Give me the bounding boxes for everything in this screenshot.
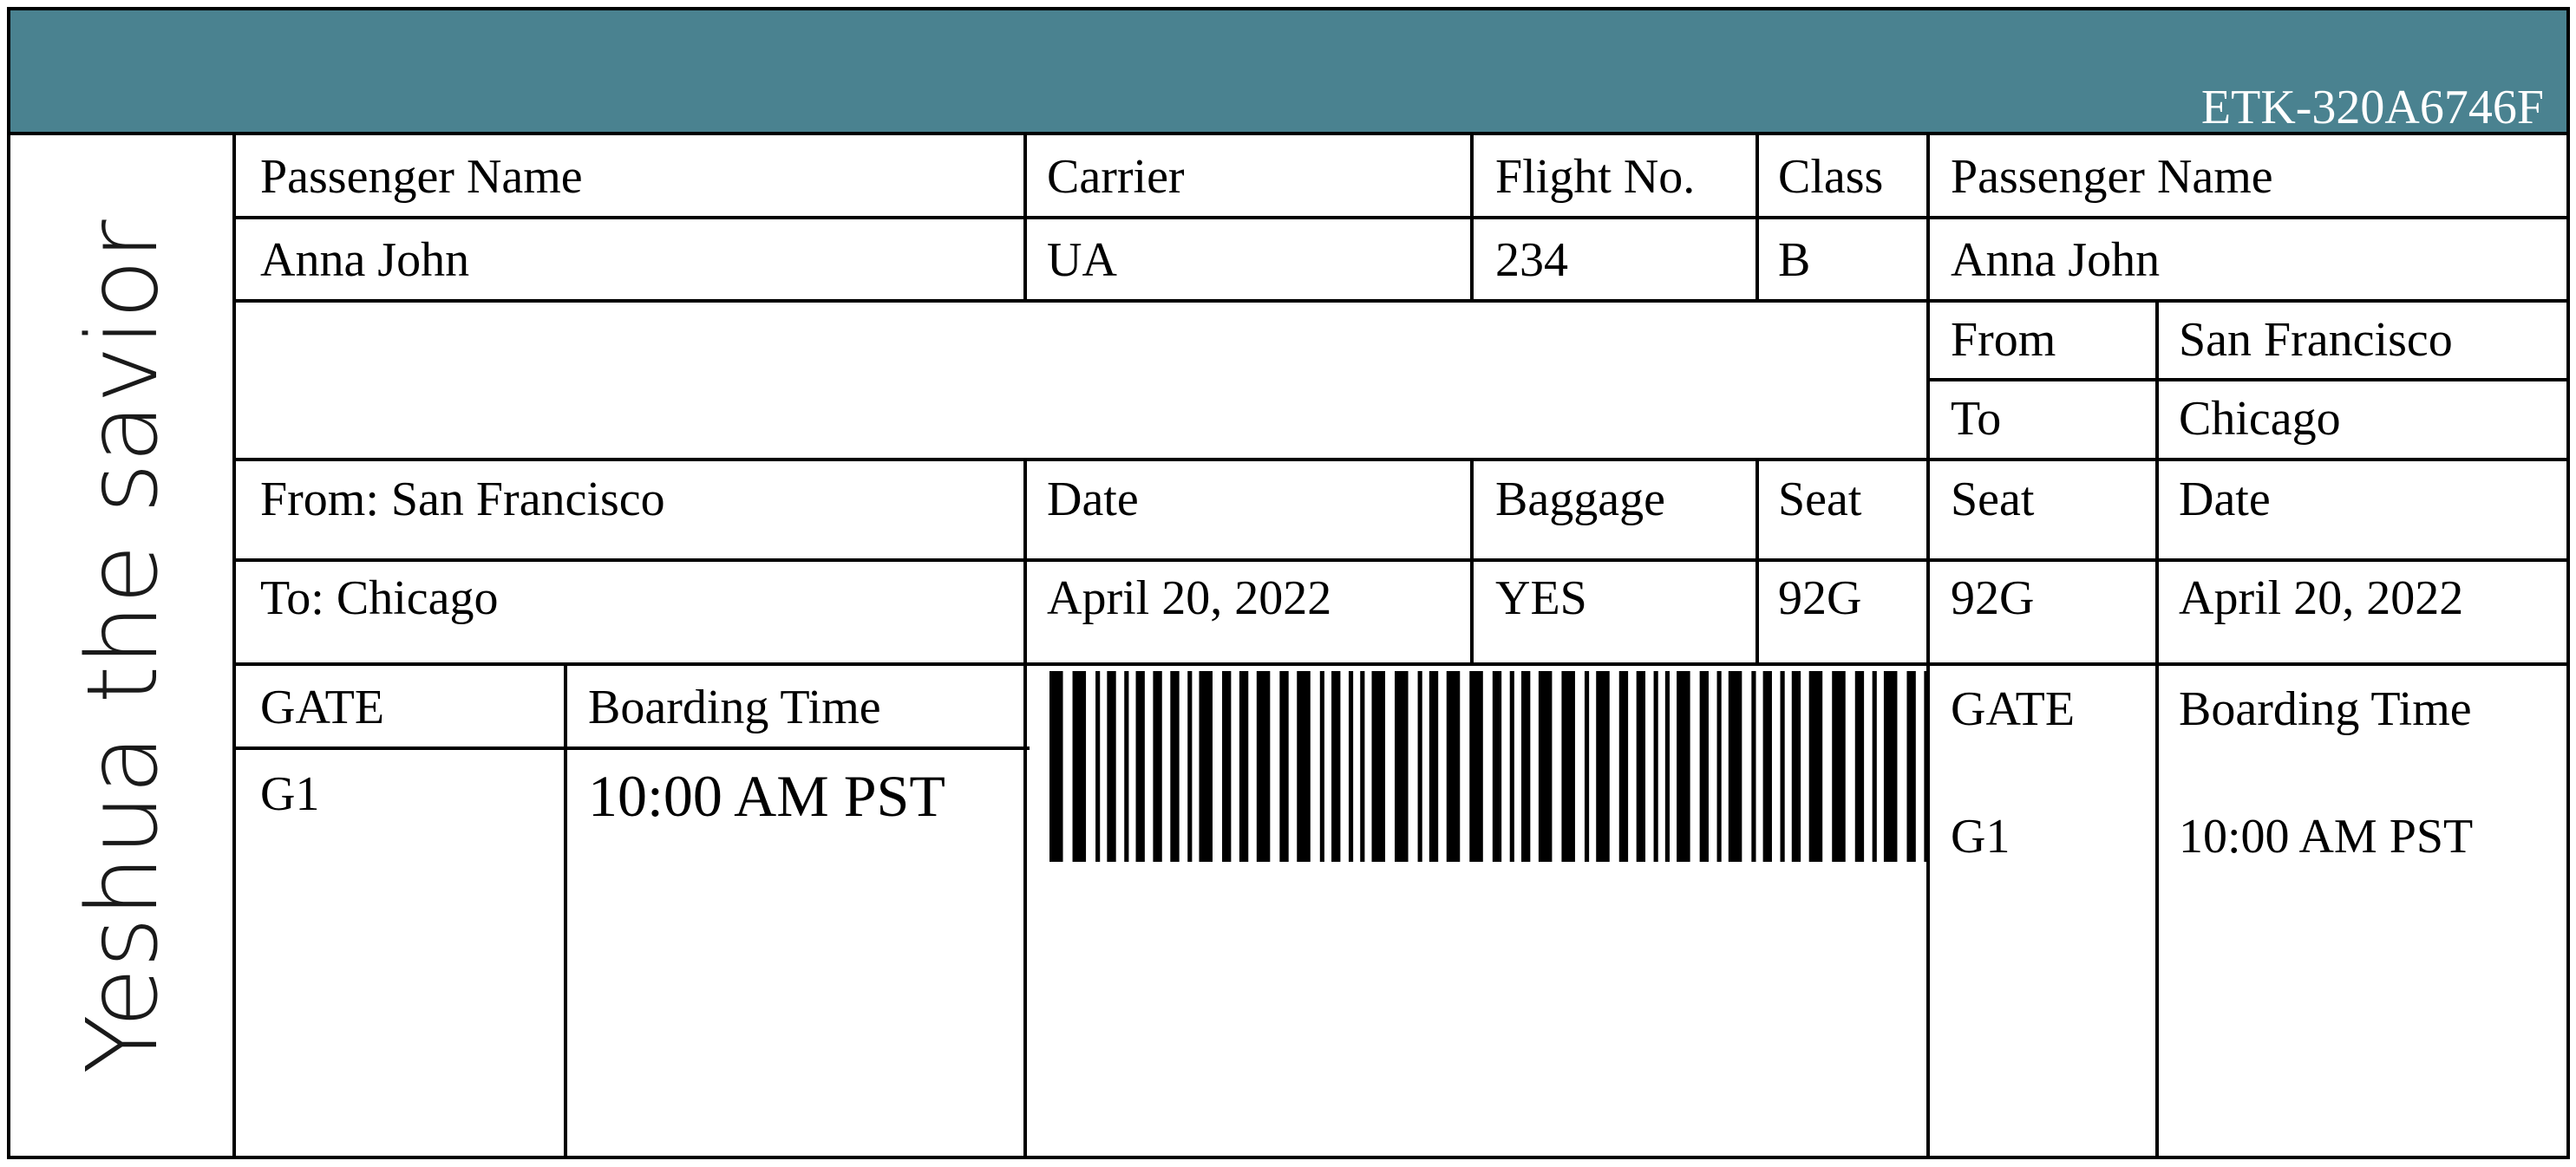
barcode-bar bbox=[1095, 671, 1100, 862]
barcode-bar bbox=[1170, 671, 1179, 862]
barcode-bar bbox=[1372, 671, 1386, 862]
grid-line bbox=[236, 746, 1030, 750]
barcode-bar bbox=[1469, 671, 1483, 862]
barcode-bar bbox=[1493, 671, 1501, 862]
barcode-bar bbox=[1717, 671, 1722, 862]
barcode-bar bbox=[1924, 671, 1928, 862]
barcode-bar bbox=[1637, 671, 1645, 862]
to-value: To: Chicago bbox=[260, 571, 499, 625]
grid-line bbox=[236, 458, 2570, 461]
carrier-value: UA bbox=[1047, 233, 1117, 287]
barcode-bar bbox=[1049, 671, 1063, 862]
barcode bbox=[1049, 671, 1930, 862]
barcode-bar bbox=[1136, 671, 1145, 862]
stub-from-value: San Francisco bbox=[2179, 313, 2453, 367]
barcode-bar bbox=[1239, 671, 1248, 862]
grid-line bbox=[1755, 135, 1759, 300]
barcode-bar bbox=[1700, 671, 1709, 862]
stub-boarding-time-value: 10:00 AM PST bbox=[2179, 810, 2474, 864]
barcode-bar bbox=[1539, 671, 1553, 862]
barcode-bar bbox=[1320, 671, 1324, 862]
barcode-bar bbox=[1429, 671, 1438, 862]
grid-line bbox=[1470, 458, 1474, 663]
stub-boarding-time-label: Boarding Time bbox=[2179, 682, 2472, 736]
barcode-bar bbox=[1418, 671, 1422, 862]
barcode-bar bbox=[1222, 671, 1231, 862]
barcode-bar bbox=[1510, 671, 1514, 862]
baggage-label: Baggage bbox=[1495, 473, 1665, 526]
barcode-bar bbox=[1654, 671, 1658, 862]
barcode-bar bbox=[1073, 671, 1087, 862]
barcode-bar bbox=[1751, 671, 1755, 862]
date-label: Date bbox=[1047, 473, 1139, 526]
stub-to-value: Chicago bbox=[2179, 392, 2341, 446]
ticket-sidebar bbox=[10, 135, 236, 1159]
barcode-bar bbox=[1395, 671, 1409, 862]
barcode-bar bbox=[1906, 671, 1915, 862]
barcode-bar bbox=[1855, 671, 1864, 862]
barcode-bar bbox=[1521, 671, 1530, 862]
barcode-bar bbox=[1257, 671, 1271, 862]
gate-label: GATE bbox=[260, 681, 385, 734]
stub-from-label: From bbox=[1951, 313, 2056, 367]
stub-to-label: To bbox=[1951, 392, 2002, 446]
barcode-bar bbox=[1677, 671, 1690, 862]
stub-seat-value: 92G bbox=[1951, 571, 2035, 625]
stub-date-value: April 20, 2022 bbox=[2179, 571, 2464, 625]
barcode-bar bbox=[1585, 671, 1589, 862]
barcode-bar bbox=[1596, 671, 1610, 862]
from-value: From: San Francisco bbox=[260, 473, 665, 526]
class-value: B bbox=[1778, 233, 1811, 287]
barcode-bar bbox=[1729, 671, 1742, 862]
barcode-bar bbox=[1187, 671, 1192, 862]
barcode-bar bbox=[1561, 671, 1575, 862]
boarding-time-value: 10:00 AM PST bbox=[588, 763, 945, 829]
sidebar-text: Yeshua the savior bbox=[67, 219, 180, 1074]
boarding-pass bbox=[7, 7, 2570, 1159]
grid-line bbox=[1023, 458, 1027, 1159]
grid-line bbox=[236, 299, 2570, 303]
seat-value: 92G bbox=[1778, 571, 1862, 625]
gate-value: G1 bbox=[260, 767, 320, 821]
barcode-bar bbox=[1297, 671, 1311, 862]
passenger-name-label: Passenger Name bbox=[260, 150, 583, 204]
barcode-bar bbox=[1619, 671, 1628, 862]
barcode-bar bbox=[1124, 671, 1128, 862]
grid-line bbox=[1470, 135, 1474, 300]
stub-seat-label: Seat bbox=[1951, 473, 2035, 526]
barcode-bar bbox=[1763, 671, 1772, 862]
passenger-name: Anna John bbox=[260, 233, 470, 287]
grid-line bbox=[2155, 299, 2159, 1159]
carrier-label: Carrier bbox=[1047, 150, 1185, 204]
grid-line bbox=[1023, 135, 1027, 300]
boarding-time-label: Boarding Time bbox=[588, 681, 881, 734]
stub-gate-value: G1 bbox=[1951, 810, 2010, 864]
grid-line bbox=[236, 216, 2570, 219]
stub-date-label: Date bbox=[2179, 473, 2271, 526]
ticket-header bbox=[10, 10, 2566, 135]
barcode-bar bbox=[1107, 671, 1115, 862]
class-label: Class bbox=[1778, 150, 1884, 204]
grid-line bbox=[1930, 378, 2570, 381]
barcode-bar bbox=[1809, 671, 1823, 862]
stub-passenger-name: Anna John bbox=[1951, 233, 2161, 287]
barcode-bar bbox=[1781, 671, 1785, 862]
barcode-bar bbox=[1153, 671, 1161, 862]
flight-label: Flight No. bbox=[1495, 150, 1696, 204]
grid-line bbox=[564, 662, 567, 1159]
barcode-bar bbox=[1792, 671, 1801, 862]
date-value: April 20, 2022 bbox=[1047, 571, 1332, 625]
barcode-bar bbox=[1349, 671, 1353, 862]
ticket-id: ETK-320A6746F bbox=[2200, 81, 2544, 134]
barcode-bar bbox=[1279, 671, 1288, 862]
grid-line bbox=[236, 662, 2570, 666]
barcode-bar bbox=[1832, 671, 1846, 862]
flight-value: 234 bbox=[1495, 233, 1568, 287]
barcode-bar bbox=[1199, 671, 1213, 862]
barcode-bar bbox=[1665, 671, 1670, 862]
barcode-bar bbox=[1447, 671, 1461, 862]
stub-passenger-name-label: Passenger Name bbox=[1951, 150, 2273, 204]
grid-line bbox=[1755, 458, 1759, 663]
barcode-bar bbox=[1331, 671, 1340, 862]
barcode-bar bbox=[1884, 671, 1898, 862]
stub-gate-label: GATE bbox=[1951, 682, 2076, 736]
barcode-bar bbox=[1873, 671, 1877, 862]
grid-line bbox=[236, 558, 2570, 562]
barcode-bar bbox=[1360, 671, 1364, 862]
grid-line bbox=[1926, 135, 1930, 1159]
seat-label: Seat bbox=[1778, 473, 1862, 526]
baggage-value: YES bbox=[1495, 571, 1587, 625]
